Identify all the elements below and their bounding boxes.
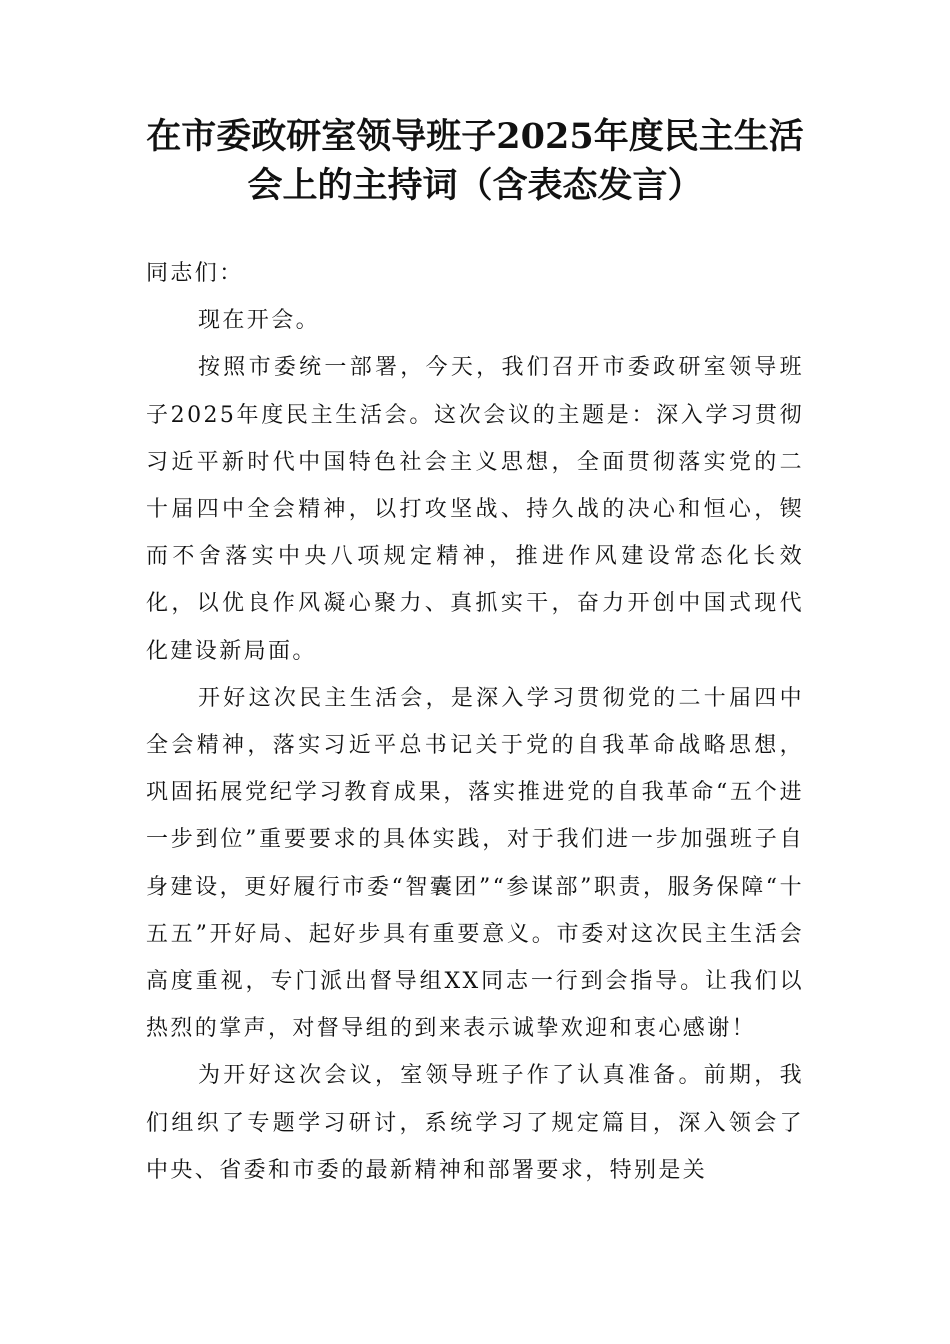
document-body <box>146 250 804 1194</box>
paragraph-preparation: 为开好这次会议，室领导班子作了认真准备。前期，我们组织了专题学习研讨，系统学习了规定篇目，深入领会了中央、省委和市委的最新精神和部署要求，特别是关 <box>146 1063 804 1183</box>
title-line-2: 会上的主持词（含表态发言） <box>247 165 703 206</box>
paragraph-theme: 按照市委统一部署，今天，我们召开市委政研室领导班子2025年度民主生活会。这次会议的主题是：深入学习贯彻习近平新时代中国特色社会主义思想，全面贯彻落实党的二十届四中全会精神，以打攻坚战、持久战的决心和恒心，锲而不舍落实中央八项规定精神，推进作风建设常态化长效化，以优良作风凝心聚力、真抓实干，奋力开创中国式现代化建设新局面。 <box>146 355 804 664</box>
title-line-1: 在市委政研室领导班子2025年度民主生活 <box>146 116 804 157</box>
document-title <box>120 112 830 210</box>
paragraph-opening: 现在开会。 <box>198 308 321 334</box>
greeting: 同志们： <box>146 261 244 286</box>
paragraph-significance: 开好这次民主生活会，是深入学习贯彻党的二十届四中全会精神，落实习近平总书记关于党的自我革命战略思想，巩固拓展党纪学习教育成果，落实推进党的自我革命“五个进一步到位”重要要求的具体实践，对于我们进一步加强班子自身建设，更好履行市委“智囊团”“参谋部”职责，服务保障“十五五”开好局、起好步具有重要意义。市委对这次民主生活会高度重视，专门派出督导组XX同志一行到会指导。让我们以热烈的掌声，对督导组的到来表示诚挚欢迎和衷心感谢！ <box>146 685 804 1042</box>
